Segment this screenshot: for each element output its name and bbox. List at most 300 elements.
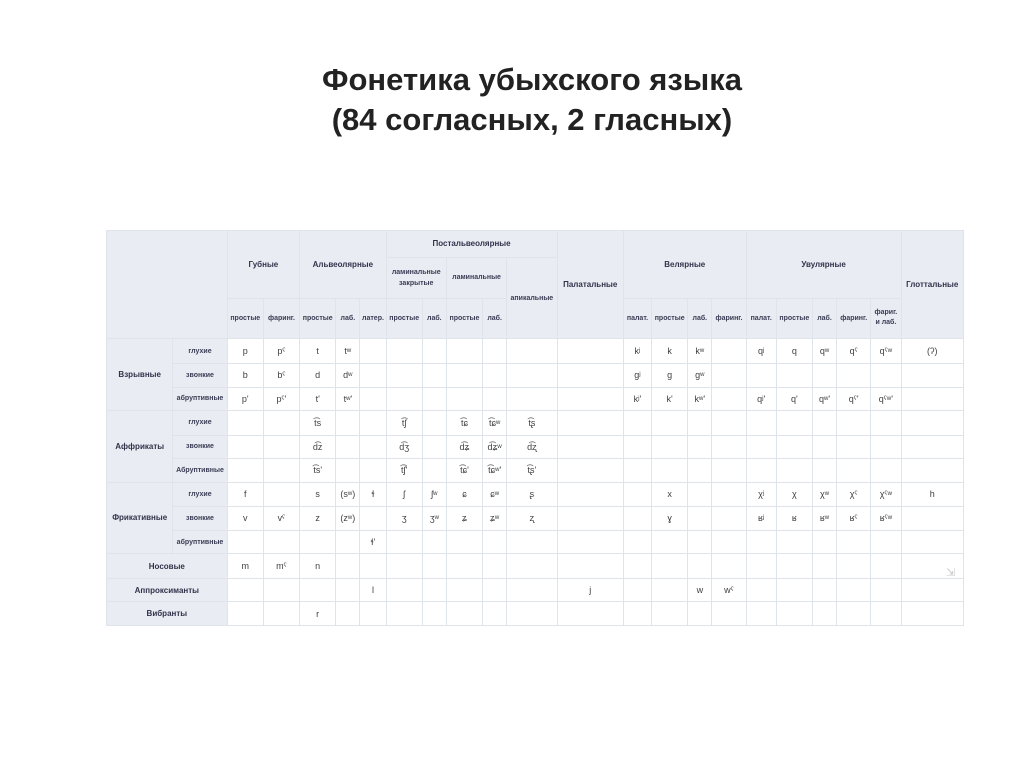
table-cell	[386, 363, 422, 387]
col-alveolar-later: латер.	[360, 298, 386, 339]
table-row	[107, 387, 964, 411]
table-cell	[812, 554, 836, 579]
table-cell	[263, 411, 299, 436]
col-uvular-lab: лаб.	[812, 298, 836, 339]
table-cell: qˤ'	[837, 387, 871, 411]
table-cell	[507, 363, 557, 387]
table-cell	[422, 339, 446, 364]
table-cell: d͡ʑ	[446, 435, 482, 459]
header-apical: апикальные	[507, 257, 557, 339]
table-cell	[837, 363, 871, 387]
table-row	[107, 554, 964, 579]
slide-title	[0, 60, 1024, 140]
table-cell	[623, 602, 651, 626]
col-alveolar-lab: лаб.	[336, 298, 360, 339]
table-cell	[300, 578, 336, 602]
table-cell: gʷ	[688, 363, 712, 387]
table-cell	[688, 435, 712, 459]
table-cell: j	[557, 578, 623, 602]
col-velar-phar: фаринг.	[712, 298, 746, 339]
table-cell: ʃʷ	[422, 482, 446, 507]
col-lamclosed-lab: лаб.	[422, 298, 446, 339]
header-alveolar: Альвеолярные	[300, 231, 386, 299]
table-cell	[871, 459, 901, 483]
table-cell	[557, 459, 623, 483]
table-cell: b	[227, 363, 263, 387]
table-cell	[422, 387, 446, 411]
table-cell: ʃ	[386, 482, 422, 507]
table-cell	[422, 554, 446, 579]
table-cell	[652, 530, 688, 554]
table-cell	[360, 507, 386, 531]
table-cell: t͡ɕ'	[446, 459, 482, 483]
table-cell: kʲ'	[623, 387, 651, 411]
table-row	[107, 530, 964, 554]
table-cell	[712, 530, 746, 554]
table-cell	[263, 602, 299, 626]
table-cell	[901, 507, 964, 531]
table-cell	[746, 411, 776, 436]
table-cell	[652, 459, 688, 483]
table-cell: ʒ	[386, 507, 422, 531]
table-cell: m	[227, 554, 263, 579]
header-glottal: Глоттальные	[901, 231, 964, 339]
table-cell: ʐ	[507, 507, 557, 531]
table-cell	[776, 578, 812, 602]
table-cell	[360, 363, 386, 387]
table-cell	[227, 435, 263, 459]
table-cell	[623, 411, 651, 436]
table-cell	[712, 339, 746, 364]
header-palatal: Палатальные	[557, 231, 623, 339]
table-cell	[557, 554, 623, 579]
table-cell: ʒʷ	[422, 507, 446, 531]
table-cell	[557, 387, 623, 411]
voicing-voiced: звонкие	[173, 435, 227, 459]
table-cell: t͡ɕʷ'	[483, 459, 507, 483]
table-cell	[422, 530, 446, 554]
table-cell	[901, 363, 964, 387]
table-cell: ɕ	[446, 482, 482, 507]
table-cell: ɕʷ	[483, 482, 507, 507]
table-cell	[336, 578, 360, 602]
table-cell	[483, 578, 507, 602]
voicing-voiced: звонкие	[173, 363, 227, 387]
col-velar-lab: лаб.	[688, 298, 712, 339]
table-cell	[557, 411, 623, 436]
table-cell: χˤʷ	[871, 482, 901, 507]
table-cell	[300, 530, 336, 554]
table-cell	[446, 363, 482, 387]
col-velar-simple: простые	[652, 298, 688, 339]
table-cell	[712, 459, 746, 483]
col-lam-simple: простые	[446, 298, 482, 339]
table-row	[107, 507, 964, 531]
table-cell	[263, 530, 299, 554]
voicing-ejective: абруптивные	[173, 387, 227, 411]
table-cell: r	[300, 602, 336, 626]
table-cell: t͡ɕ	[446, 411, 482, 436]
col-lam-lab: лаб.	[483, 298, 507, 339]
table-cell	[688, 602, 712, 626]
table-cell: ʑʷ	[483, 507, 507, 531]
header-laminal-closed: ламинальные закрытые	[386, 257, 446, 298]
table-cell	[336, 530, 360, 554]
table-cell	[507, 554, 557, 579]
table-cell	[746, 435, 776, 459]
table-cell	[557, 602, 623, 626]
table-cell	[776, 435, 812, 459]
table-cell: ʁ	[776, 507, 812, 531]
table-cell	[688, 507, 712, 531]
voicing-voiceless: глухие	[173, 482, 227, 507]
table-cell: ʁʷ	[812, 507, 836, 531]
table-cell: tʷ	[336, 339, 360, 364]
table-cell	[446, 530, 482, 554]
col-velar-palat: палат.	[623, 298, 651, 339]
table-cell	[837, 459, 871, 483]
table-cell	[507, 578, 557, 602]
table-cell	[360, 387, 386, 411]
table-cell	[227, 459, 263, 483]
table-cell	[507, 530, 557, 554]
table-cell	[422, 363, 446, 387]
header-velar: Велярные	[623, 231, 746, 299]
table-cell	[360, 602, 386, 626]
table-cell: t͡ʂ'	[507, 459, 557, 483]
table-cell: mˤ	[263, 554, 299, 579]
table-cell	[652, 411, 688, 436]
table-cell	[776, 363, 812, 387]
table-cell	[422, 602, 446, 626]
table-cell: d	[300, 363, 336, 387]
voicing-voiceless: глухие	[173, 339, 227, 364]
table-row	[107, 435, 964, 459]
table-cell: q	[776, 339, 812, 364]
table-cell	[557, 435, 623, 459]
table-cell	[901, 578, 964, 602]
table-cell: ʁˤ	[837, 507, 871, 531]
voicing-ejective: Абруптивные	[173, 459, 227, 483]
table-cell	[507, 602, 557, 626]
table-cell	[712, 602, 746, 626]
table-cell: f	[227, 482, 263, 507]
table-cell	[712, 363, 746, 387]
table-cell	[712, 411, 746, 436]
header-postalveolar: Постальвеолярные	[386, 231, 557, 258]
table-cell: ʂ	[507, 482, 557, 507]
table-cell	[837, 602, 871, 626]
table-cell	[746, 530, 776, 554]
table-cell	[812, 435, 836, 459]
table-cell: g	[652, 363, 688, 387]
table-cell	[776, 411, 812, 436]
header-uvular: Увулярные	[746, 231, 901, 299]
table-cell: (sʷ)	[336, 482, 360, 507]
table-cell	[837, 578, 871, 602]
table-cell	[483, 554, 507, 579]
table-cell: pˤ	[263, 339, 299, 364]
table-cell: s	[300, 482, 336, 507]
manner-fricatives: Фрикативные	[107, 482, 173, 554]
table-cell	[812, 530, 836, 554]
table-cell: ɬ	[360, 482, 386, 507]
table-cell	[446, 339, 482, 364]
table-cell: t͡s	[300, 411, 336, 436]
voicing-voiceless: глухие	[173, 411, 227, 436]
table-cell	[336, 602, 360, 626]
table-cell: p	[227, 339, 263, 364]
table-cell: t	[300, 339, 336, 364]
table-cell	[507, 387, 557, 411]
table-cell: d͡ʒ	[386, 435, 422, 459]
table-cell: qʷ'	[812, 387, 836, 411]
table-cell	[871, 411, 901, 436]
table-cell	[483, 363, 507, 387]
table-cell	[901, 411, 964, 436]
table-cell	[652, 602, 688, 626]
manner-approximants: Аппроксиманты	[107, 578, 228, 602]
manner-affricates: Аффрикаты	[107, 411, 173, 483]
title-line-1: Фонетика убыхского языка	[322, 62, 742, 97]
table-cell	[360, 411, 386, 436]
table-cell	[623, 459, 651, 483]
col-uvular-palat: палат.	[746, 298, 776, 339]
table-row	[107, 339, 964, 364]
col-lamclosed-simple: простые	[386, 298, 422, 339]
table-cell	[422, 578, 446, 602]
table-cell	[712, 554, 746, 579]
table-cell	[746, 459, 776, 483]
table-cell	[837, 554, 871, 579]
table-cell: w	[688, 578, 712, 602]
table-row	[107, 411, 964, 436]
col-labial-phar: фаринг.	[263, 298, 299, 339]
table-cell	[336, 411, 360, 436]
manner-stops: Взрывные	[107, 339, 173, 411]
table-cell	[871, 363, 901, 387]
table-cell	[483, 387, 507, 411]
table-cell	[776, 602, 812, 626]
table-cell	[688, 482, 712, 507]
manner-trills: Вибранты	[107, 602, 228, 626]
table-cell: k	[652, 339, 688, 364]
col-uvular-simple: простые	[776, 298, 812, 339]
table-cell	[712, 387, 746, 411]
col-uvular-phar: фаринг.	[837, 298, 871, 339]
table-cell	[652, 578, 688, 602]
table-cell	[652, 554, 688, 579]
table-cell	[386, 387, 422, 411]
table-cell: t͡ʃ	[386, 411, 422, 436]
table-cell	[360, 435, 386, 459]
table-cell: t͡s'	[300, 459, 336, 483]
table-cell: kʷ	[688, 339, 712, 364]
table-cell: qʲ'	[746, 387, 776, 411]
header-laminal: ламинальные	[446, 257, 506, 298]
table-cell	[812, 602, 836, 626]
table-cell	[652, 435, 688, 459]
table-cell: χʷ	[812, 482, 836, 507]
table-cell	[901, 387, 964, 411]
title-line-2: (84 согласных, 2 гласных)	[331, 102, 733, 137]
table-cell	[776, 459, 812, 483]
table-cell	[483, 602, 507, 626]
table-cell	[688, 411, 712, 436]
table-cell	[483, 530, 507, 554]
table-cell: kʷ'	[688, 387, 712, 411]
table-cell: d͡z	[300, 435, 336, 459]
table-cell: q'	[776, 387, 812, 411]
table-cell	[837, 435, 871, 459]
table-cell: l	[360, 578, 386, 602]
table-cell	[446, 578, 482, 602]
table-cell	[776, 554, 812, 579]
table-cell	[446, 387, 482, 411]
table-cell	[557, 363, 623, 387]
table-cell: (ʔ)	[901, 339, 964, 364]
table-cell: ɣ	[652, 507, 688, 531]
table-cell	[746, 554, 776, 579]
table-cell	[263, 578, 299, 602]
table-cell	[746, 602, 776, 626]
table-cell	[446, 602, 482, 626]
table-cell	[812, 363, 836, 387]
table-cell: qˤʷ	[871, 339, 901, 364]
table-cell	[336, 435, 360, 459]
table-cell	[746, 363, 776, 387]
table-cell: χˤ	[837, 482, 871, 507]
table-cell	[623, 482, 651, 507]
table-cell	[386, 602, 422, 626]
table-cell: qʷ	[812, 339, 836, 364]
table-cell	[422, 435, 446, 459]
table-cell	[386, 339, 422, 364]
table-cell: gʲ	[623, 363, 651, 387]
table-cell	[712, 435, 746, 459]
table-cell	[901, 602, 964, 626]
table-cell	[623, 435, 651, 459]
table-cell	[557, 339, 623, 364]
table-cell: d͡ʐ	[507, 435, 557, 459]
table-cell	[227, 602, 263, 626]
table-cell	[227, 578, 263, 602]
table-cell: ʁˤʷ	[871, 507, 901, 531]
scroll-handle-icon[interactable]: ⇲	[946, 567, 956, 579]
table-cell	[688, 459, 712, 483]
table-cell	[557, 482, 623, 507]
table-cell	[360, 554, 386, 579]
col-uvular-phar-lab: фариг. и лаб.	[871, 298, 901, 339]
table-cell	[446, 554, 482, 579]
table-cell: n	[300, 554, 336, 579]
table-cell	[812, 578, 836, 602]
col-labial-simple: простые	[227, 298, 263, 339]
table-cell: qˤ	[837, 339, 871, 364]
table-cell	[623, 554, 651, 579]
consonant-table	[106, 230, 964, 626]
table-cell	[483, 339, 507, 364]
table-cell: kʲ	[623, 339, 651, 364]
table-cell: pˤ'	[263, 387, 299, 411]
table-cell: tʷ'	[336, 387, 360, 411]
table-cell	[263, 459, 299, 483]
table-cell	[812, 459, 836, 483]
table-cell: t͡ɕʷ	[483, 411, 507, 436]
manner-nasals: Носовые	[107, 554, 228, 579]
table-cell: χʲ	[746, 482, 776, 507]
table-cell	[227, 530, 263, 554]
table-cell: x	[652, 482, 688, 507]
table-cell	[776, 530, 812, 554]
table-cell	[901, 530, 964, 554]
table-cell	[360, 339, 386, 364]
table-cell: qʲ	[746, 339, 776, 364]
table-cell	[712, 482, 746, 507]
table-cell: vˤ	[263, 507, 299, 531]
col-alveolar-simple: простые	[300, 298, 336, 339]
table-cell	[557, 507, 623, 531]
table-cell: ɬ'	[360, 530, 386, 554]
table-cell	[688, 530, 712, 554]
table-cell	[263, 435, 299, 459]
table-cell	[871, 435, 901, 459]
corner-header	[107, 231, 228, 339]
table-cell: χ	[776, 482, 812, 507]
table-cell	[871, 602, 901, 626]
table-cell: z	[300, 507, 336, 531]
voicing-ejective: абруптивные	[173, 530, 227, 554]
table-cell	[746, 578, 776, 602]
table-cell	[871, 578, 901, 602]
table-cell	[812, 411, 836, 436]
table-cell	[837, 530, 871, 554]
table-cell	[422, 459, 446, 483]
table-cell: dʷ	[336, 363, 360, 387]
table-cell	[901, 459, 964, 483]
header-labial: Губные	[227, 231, 299, 299]
table-cell	[623, 507, 651, 531]
table-cell: ʑ	[446, 507, 482, 531]
table-cell	[557, 530, 623, 554]
table-row	[107, 363, 964, 387]
table-row	[107, 578, 964, 602]
table-cell: k'	[652, 387, 688, 411]
table-cell: v	[227, 507, 263, 531]
table-cell	[837, 411, 871, 436]
table-row	[107, 602, 964, 626]
table-cell: ʁʲ	[746, 507, 776, 531]
table-cell: d͡ʑʷ	[483, 435, 507, 459]
table-cell	[901, 435, 964, 459]
table-cell: wˤ	[712, 578, 746, 602]
table-cell	[623, 530, 651, 554]
table-cell: p'	[227, 387, 263, 411]
table-cell	[227, 411, 263, 436]
table-cell	[360, 459, 386, 483]
table-cell	[688, 554, 712, 579]
voicing-voiced: звонкие	[173, 507, 227, 531]
table-cell: t'	[300, 387, 336, 411]
table-cell	[386, 554, 422, 579]
table-row	[107, 459, 964, 483]
table-cell: t͡ʃ'	[386, 459, 422, 483]
table-cell	[263, 482, 299, 507]
table-cell	[871, 554, 901, 579]
table-cell	[623, 578, 651, 602]
table-cell	[507, 339, 557, 364]
table-cell	[336, 554, 360, 579]
